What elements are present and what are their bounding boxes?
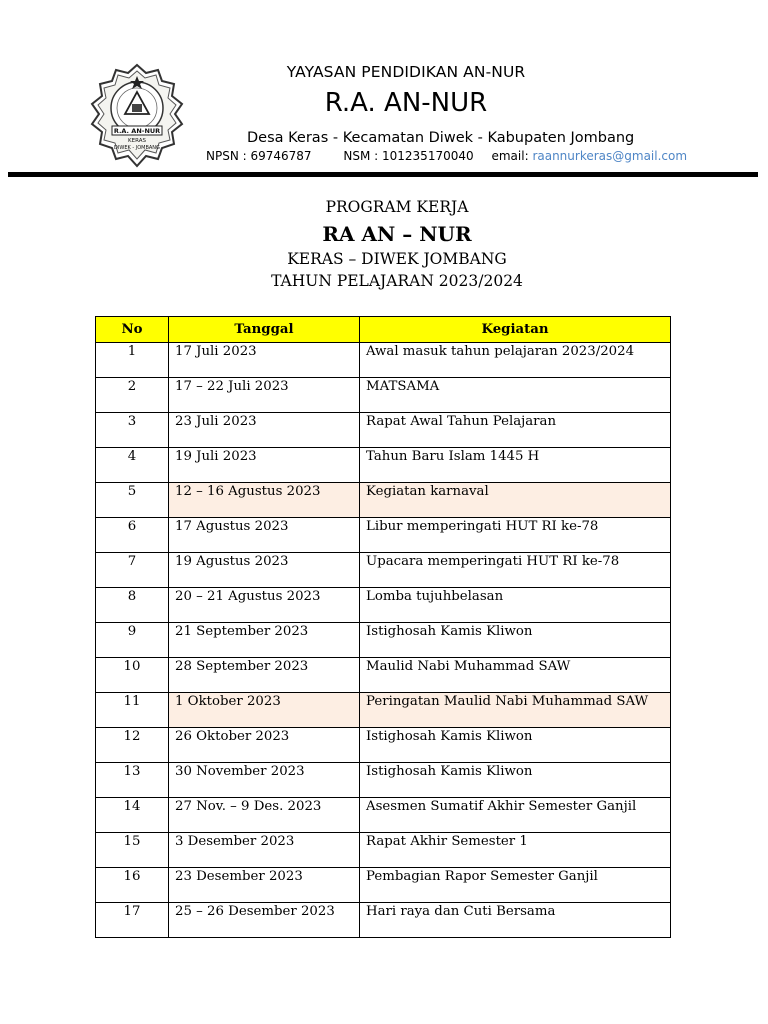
cell-date: 3 Desember 2023 — [169, 833, 360, 868]
cell-no: 2 — [96, 378, 169, 413]
cell-date: 25 – 26 Desember 2023 — [169, 903, 360, 938]
table-row — [96, 413, 671, 448]
doc-title-school: RA AN – NUR — [322, 222, 472, 246]
cell-no: 12 — [96, 728, 169, 763]
cell-no: 10 — [96, 658, 169, 693]
nsm: NSM : 101235170040 — [343, 149, 474, 163]
cell-date: 27 Nov. – 9 Des. 2023 — [169, 798, 360, 833]
cell-activity: Rapat Akhir Semester 1 — [360, 833, 671, 868]
cell-date: 21 September 2023 — [169, 623, 360, 658]
cell-no: 8 — [96, 588, 169, 623]
cell-activity: Libur memperingati HUT RI ke-78 — [360, 518, 671, 553]
header-no: No — [96, 317, 169, 343]
cell-no: 16 — [96, 868, 169, 903]
cell-activity: Istighosah Kamis Kliwon — [360, 763, 671, 798]
school-address: Desa Keras - Kecamatan Diwek - Kabupaten Jombang — [247, 130, 635, 146]
table-row — [96, 693, 671, 728]
cell-date: 23 Desember 2023 — [169, 868, 360, 903]
program-table — [95, 316, 671, 938]
cell-no: 15 — [96, 833, 169, 868]
cell-activity: Istighosah Kamis Kliwon — [360, 623, 671, 658]
cell-no: 14 — [96, 798, 169, 833]
cell-activity: Lomba tujuhbelasan — [360, 588, 671, 623]
doc-title-program: PROGRAM KERJA — [325, 198, 469, 216]
cell-date: 1 Oktober 2023 — [169, 693, 360, 728]
cell-date: 26 Oktober 2023 — [169, 728, 360, 763]
table-body — [96, 343, 671, 938]
cell-date: 28 September 2023 — [169, 658, 360, 693]
cell-no: 7 — [96, 553, 169, 588]
logo-text-mid: KERAS — [128, 138, 146, 144]
cell-activity: Kegiatan karnaval — [360, 483, 671, 518]
cell-activity: Tahun Baru Islam 1445 H — [360, 448, 671, 483]
header-divider — [8, 172, 758, 177]
cell-no: 17 — [96, 903, 169, 938]
cell-activity: Asesmen Sumatif Akhir Semester Ganjil — [360, 798, 671, 833]
cell-activity: Istighosah Kamis Kliwon — [360, 728, 671, 763]
email-link[interactable]: raannurkeras@gmail.com — [532, 149, 688, 163]
table-row — [96, 728, 671, 763]
foundation-name: YAYASAN PENDIDIKAN AN-NUR — [286, 63, 526, 81]
table-row — [96, 448, 671, 483]
cell-activity: Pembagian Rapor Semester Ganjil — [360, 868, 671, 903]
email-label: email: — [491, 149, 529, 163]
logo-text-top: R.A. AN-NUR — [113, 127, 161, 135]
cell-date: 30 November 2023 — [169, 763, 360, 798]
cell-activity: Rapat Awal Tahun Pelajaran — [360, 413, 671, 448]
cell-no: 1 — [96, 343, 169, 378]
cell-no: 3 — [96, 413, 169, 448]
npsn: NPSN : 69746787 — [206, 149, 312, 163]
table-row — [96, 343, 671, 378]
cell-no: 6 — [96, 518, 169, 553]
cell-date: 23 Juli 2023 — [169, 413, 360, 448]
table-row — [96, 588, 671, 623]
cell-activity: Peringatan Maulid Nabi Muhammad SAW — [360, 693, 671, 728]
cell-activity: Hari raya dan Cuti Bersama — [360, 903, 671, 938]
table-header-row — [96, 317, 671, 343]
cell-date: 17 Agustus 2023 — [169, 518, 360, 553]
cell-no: 11 — [96, 693, 169, 728]
table-row — [96, 378, 671, 413]
table-row — [96, 868, 671, 903]
header-date: Tanggal — [169, 317, 360, 343]
cell-activity: Awal masuk tahun pelajaran 2023/2024 — [360, 343, 671, 378]
cell-date: 20 – 21 Agustus 2023 — [169, 588, 360, 623]
table-row — [96, 483, 671, 518]
cell-activity: Upacara memperingati HUT RI ke-78 — [360, 553, 671, 588]
cell-date: 12 – 16 Agustus 2023 — [169, 483, 360, 518]
table-row — [96, 658, 671, 693]
school-name: R.A. AN-NUR — [324, 88, 488, 118]
cell-no: 13 — [96, 763, 169, 798]
cell-no: 9 — [96, 623, 169, 658]
table-row — [96, 763, 671, 798]
table-row — [96, 623, 671, 658]
cell-activity: Maulid Nabi Muhammad SAW — [360, 658, 671, 693]
cell-date: 19 Agustus 2023 — [169, 553, 360, 588]
cell-no: 5 — [96, 483, 169, 518]
table-row — [96, 903, 671, 938]
cell-date: 17 Juli 2023 — [169, 343, 360, 378]
school-identifiers — [206, 149, 687, 163]
table-row — [96, 518, 671, 553]
header-activity: Kegiatan — [360, 317, 671, 343]
doc-title-location: KERAS – DIWEK JOMBANG — [287, 250, 507, 268]
doc-title-year: TAHUN PELAJARAN 2023/2024 — [271, 272, 523, 290]
cell-activity: MATSAMA — [360, 378, 671, 413]
table-row — [96, 798, 671, 833]
cell-date: 17 – 22 Juli 2023 — [169, 378, 360, 413]
cell-date: 19 Juli 2023 — [169, 448, 360, 483]
cell-no: 4 — [96, 448, 169, 483]
logo-text-bottom: DIWEK - JOMBANG — [114, 145, 160, 151]
table-row — [96, 553, 671, 588]
table-row — [96, 833, 671, 868]
